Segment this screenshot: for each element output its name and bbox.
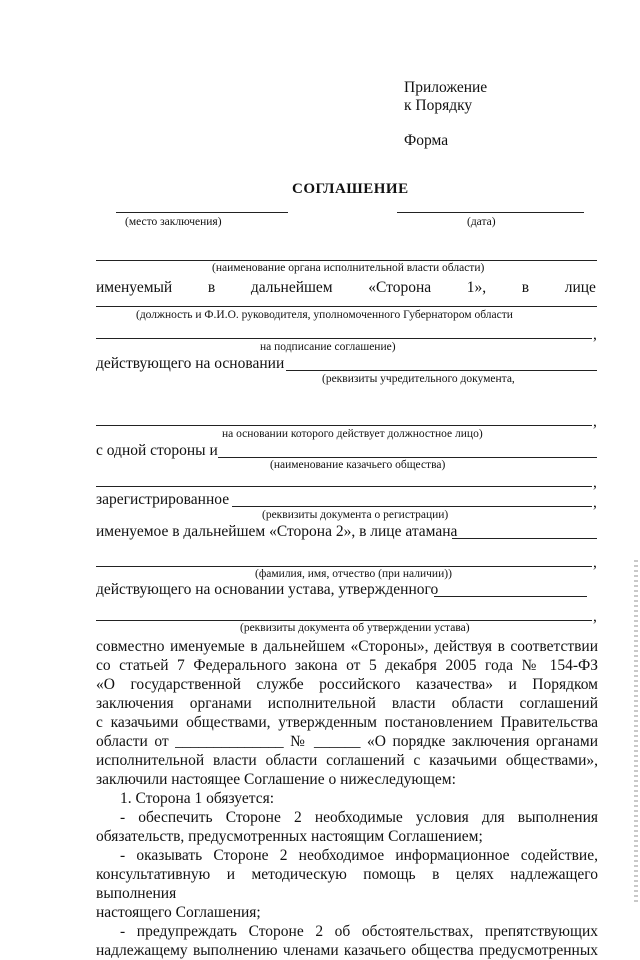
charter-approval-caption: (реквизиты документа об утверждении устава) (240, 622, 470, 634)
cossack-name-line (218, 457, 597, 458)
obligation-item: - обеспечить Стороне 2 необходимые условия для выполнения (120, 809, 598, 826)
authority-line (96, 260, 597, 261)
party2-designation: именуемое в дальнейшем «Сторона 2», в лице атамана (96, 523, 458, 540)
word: «Сторона (368, 279, 432, 296)
document-title: СОГЛАШЕНИЕ (292, 181, 409, 197)
obligation-item: консультативную и методическую помощь в целях надлежащего выполнения (96, 866, 598, 902)
scan-edge (634, 560, 638, 905)
comma: , (593, 494, 597, 511)
founding-doc-line (96, 425, 592, 426)
acting-basis-label: действующего на основании (96, 355, 285, 372)
comma: , (593, 474, 597, 491)
one-side-label: с одной стороны и (96, 442, 218, 459)
body-line: со статьей 7 Федерального закона от 5 декабря 2005 года № 154-ФЗ (96, 657, 598, 674)
place-line (116, 212, 288, 213)
ataman-line (452, 538, 597, 539)
signing-caption: на подписание соглашение) (260, 341, 396, 353)
body-line: заключили настоящее Соглашение о нижеследующем: (96, 771, 456, 788)
word: лице (564, 279, 596, 296)
word: 1», (466, 279, 487, 296)
body-line: исполнительной власти области соглашений с казачьими обществами», (96, 752, 598, 769)
body-line: «О государственной службе российского казачества» и Порядком (96, 676, 598, 693)
comma: , (593, 413, 597, 430)
acting-basis-line (286, 370, 597, 371)
founding-doc-caption: (реквизиты учредительного документа, (322, 373, 515, 385)
official-line (96, 306, 597, 307)
word: дальнейшем (250, 279, 333, 296)
date-line (397, 212, 584, 213)
fio-caption: (фамилия, имя, отчество (при наличии)) (255, 568, 452, 580)
official-caption: (должность и Ф.И.О. руководителя, уполномоченного Губернатором области (136, 309, 513, 321)
body-line: с казачьими обществами, утвержденным постановлением Правительства (96, 714, 598, 731)
word: именуемый (96, 279, 173, 296)
obligation-item: обязательств, предусмотренных настоящим Соглашением; (96, 828, 483, 845)
cossack-name-line-2 (96, 486, 592, 487)
word: в (207, 279, 216, 296)
fio-line (96, 566, 592, 567)
registration-caption: (реквизиты документа о регистрации) (262, 509, 449, 521)
body-line: заключения органами исполнительной власти области соглашений (96, 695, 598, 712)
registration-line (232, 506, 592, 507)
form-label: Форма (404, 132, 449, 149)
party1-designation (96, 280, 596, 296)
official-line-2 (96, 338, 592, 339)
place-caption: (место заключения) (125, 216, 222, 228)
body-line: совместно именуемые в дальнейшем «Стороны», действуя в соответствии (96, 638, 598, 655)
acting-basis-caption: на основании которого действует должностное лицо) (222, 428, 483, 440)
cossack-name-caption: (наименование казачьего общества) (270, 459, 446, 471)
obligation-item: - предупреждать Стороне 2 об обстоятельствах, препятствующих (120, 923, 598, 940)
date-caption: (дата) (467, 216, 496, 228)
agreement-body (96, 637, 598, 960)
obligation-item: настоящего Соглашения; (96, 904, 261, 921)
obligation-item: надлежащему выполнению членами казачьего общества предусмотренных (96, 942, 598, 959)
charter-line (434, 596, 587, 597)
registered-label: зарегистрированное (96, 491, 230, 508)
comma: , (593, 608, 597, 625)
authority-caption: (наименование органа исполнительной власти области) (212, 262, 485, 274)
section-heading: 1. Сторона 1 обязуется: (120, 790, 275, 807)
obligation-item: - оказывать Стороне 2 необходимое информационное содействие, (120, 847, 598, 864)
word: в (521, 279, 530, 296)
comma: , (593, 326, 597, 343)
appendix-label: Приложение (404, 79, 488, 96)
order-reference: к Порядку (404, 97, 473, 114)
body-line: области от ______________ № ______ «О порядке заключения органами (96, 733, 598, 750)
comma: , (593, 554, 597, 571)
charter-label: действующего на основании устава, утвержденного (96, 581, 439, 598)
charter-line-2 (96, 620, 592, 621)
